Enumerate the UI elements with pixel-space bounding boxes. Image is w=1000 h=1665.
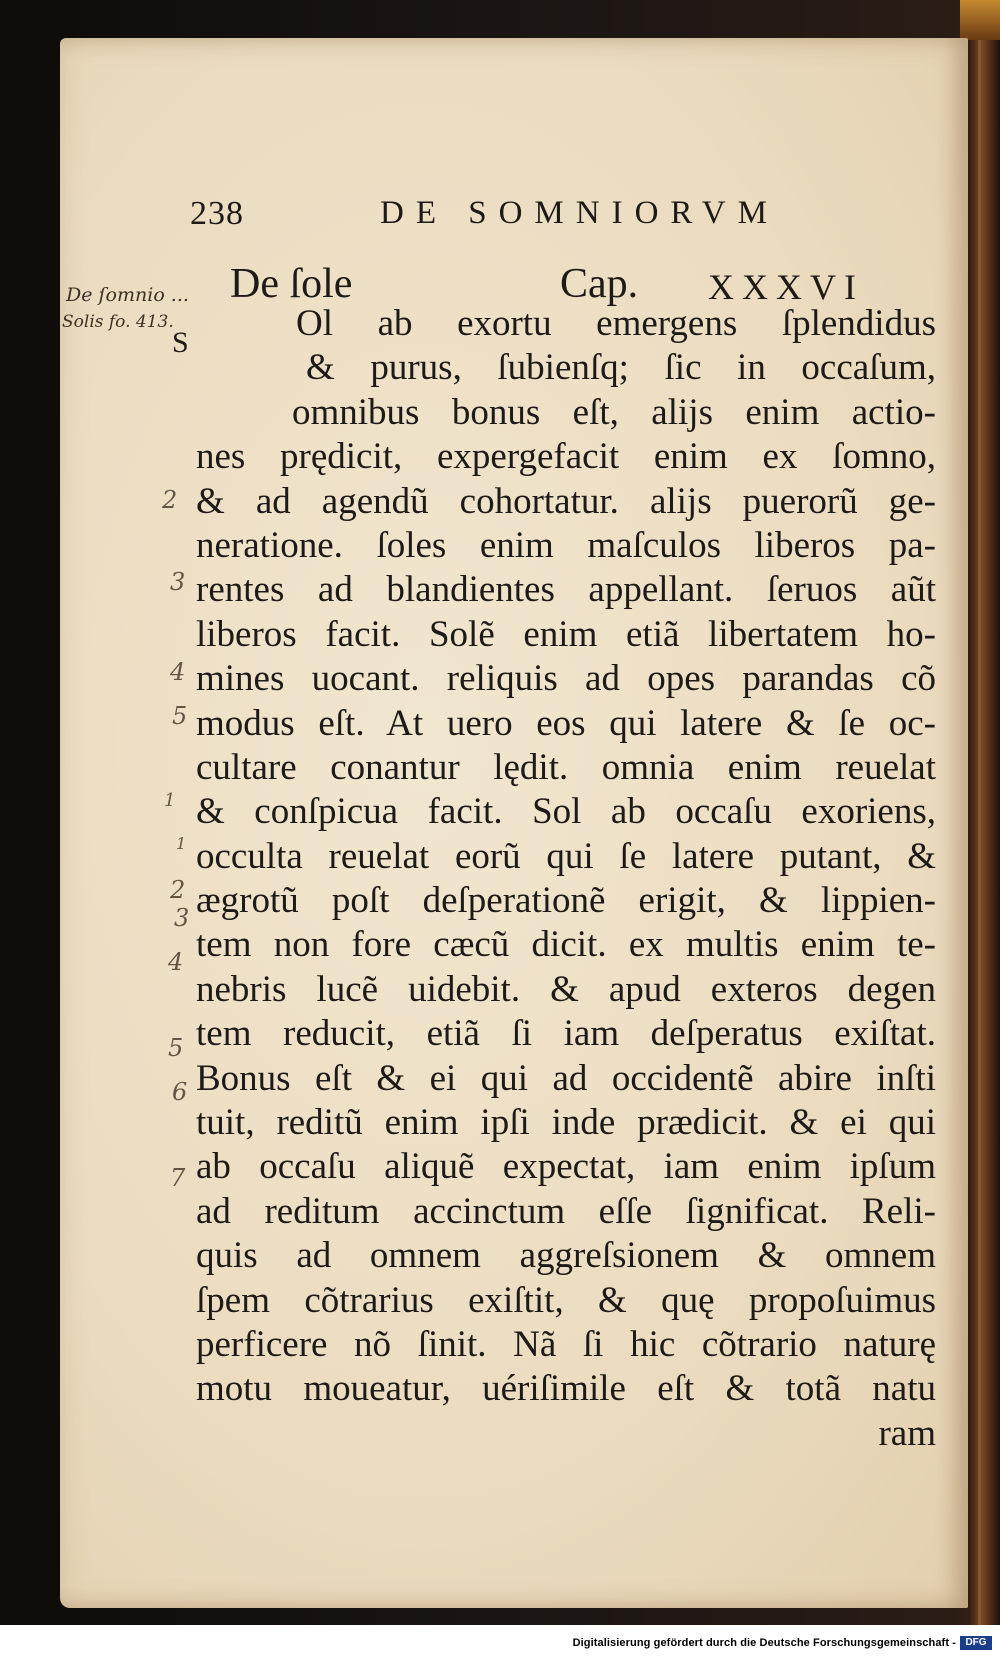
text-line: & ad agendũ cohortatur. alijs puerorũ ge-	[196, 480, 936, 522]
margin-note-1: De ſomnio ...	[66, 284, 189, 306]
margin-number: 4	[170, 658, 186, 686]
margin-number: 4	[168, 948, 184, 976]
margin-number: 2	[162, 486, 178, 514]
text-line: mines uocant. reliquis ad opes parandas cõ	[196, 658, 936, 700]
text-line: cultare conantur lędit. omnia enim reuelat	[196, 746, 936, 788]
text-line: omnibus bonus eſt, alijs enim actio-	[292, 391, 936, 433]
footer-credit: Digitalisierung gefördert durch die Deutsche Forschungsgemeinschaft -	[572, 1637, 956, 1649]
text-line: & purus, ſubienſq; ſic in occaſum,	[306, 347, 936, 389]
text-line: motu moueatur, uériſimile eſt & totã natu	[196, 1368, 936, 1410]
chapter-cap-label: Cap.	[560, 261, 639, 307]
body-text	[196, 302, 936, 1456]
margin-number: 5	[168, 1034, 184, 1062]
dfg-logo-icon: DFG	[960, 1636, 992, 1650]
margin-number: 1	[164, 790, 176, 811]
margin-note-2: Solis fo. 413.	[62, 312, 174, 332]
book-spine-edge	[970, 0, 1000, 1625]
margin-number: 2	[170, 876, 186, 904]
text-line: perficere nõ ſinit. Nã ſi hic cõtrario naturę	[196, 1323, 936, 1365]
margin-number: 1	[176, 834, 187, 853]
text-line: occulta reuelat eorũ qui ſe latere putant, &	[196, 835, 936, 877]
margin-number: 5	[172, 702, 188, 730]
book-spine-corner	[960, 0, 1000, 40]
text-line: quis ad omnem aggreſsionem & omnem	[196, 1235, 936, 1277]
text-line: rentes ad blandientes appellant. ſeruos aũt	[196, 569, 936, 611]
text-line: modus eſt. At uero eos qui latere & ſe oc-	[196, 702, 936, 744]
page-text-block	[60, 38, 968, 1608]
text-line: ægrotũ poſt deſperationẽ erigit, & lippien-	[196, 880, 936, 922]
text-line: ſpem cõtrarius exiſtit, & quę propoſuimus	[196, 1279, 936, 1321]
text-line: liberos facit. Solẽ enim etiã libertatem ho-	[196, 613, 936, 655]
footer-bar	[0, 1625, 1000, 1665]
margin-number: 3	[174, 904, 190, 932]
margin-number: 3	[170, 568, 186, 596]
text-line: Bonus eſt & ei qui ad occidentẽ abire inſti	[196, 1057, 936, 1099]
page-header	[190, 195, 850, 245]
text-line: ad reditum accinctum eſſe ſignificat. Reli-	[196, 1190, 936, 1232]
page-number: 238	[190, 195, 244, 232]
chapter-number: XXXVI	[708, 267, 864, 307]
margin-number: 7	[170, 1164, 186, 1192]
initial-letter: S	[172, 326, 189, 359]
text-line: nebris lucẽ uidebit. & apud exteros degen	[196, 968, 936, 1010]
text-line: neratione. ſoles enim maſculos liberos pa-	[196, 524, 936, 566]
chapter-title: De ſole	[230, 261, 353, 307]
handwritten-margin	[60, 38, 200, 1608]
text-line: & conſpicua facit. Sol ab occaſu exoriens,	[196, 791, 936, 833]
text-line: Ol ab exortu emergens ſplendidus	[296, 303, 936, 344]
text-line: tem non fore cæcũ dicit. ex multis enim te-	[196, 924, 936, 966]
book-page	[60, 38, 968, 1608]
running-head: DE SOMNIORVM	[380, 195, 779, 231]
text-line: ab occaſu aliquẽ expectat, iam enim ipſum	[196, 1146, 936, 1188]
text-line: tem reducit, etiã ſi iam deſperatus exiſtat.	[196, 1013, 936, 1055]
text-line: tuit, reditũ enim ipſi inde prædicit. & ei qui	[196, 1102, 936, 1144]
text-line: nes prędicit, expergefacit enim ex ſomno,	[196, 436, 936, 478]
text-line-catchword: ram	[878, 1412, 936, 1454]
margin-number: 6	[172, 1078, 188, 1106]
